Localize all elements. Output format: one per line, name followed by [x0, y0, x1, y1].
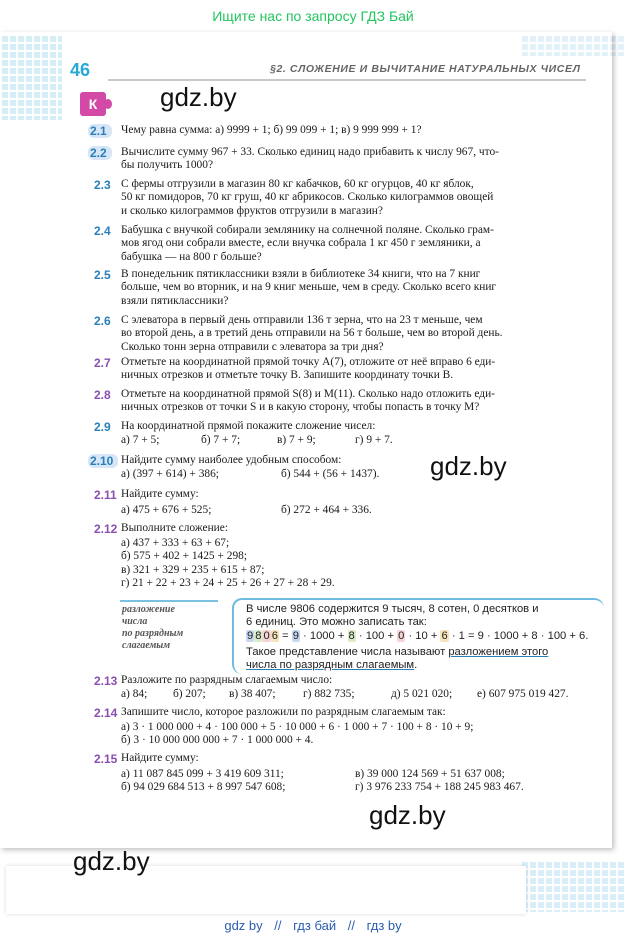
grid-decoration-bottom — [520, 860, 626, 912]
definition-formula — [246, 629, 596, 643]
task-text: Отметьте на координатной прямой S(8) и M(11). Сколько надо отложить еди- — [121, 388, 495, 400]
digit-units: 6 — [441, 630, 448, 642]
digit-hundreds: 8 — [255, 630, 262, 642]
task-number: 2.1 — [88, 124, 112, 138]
task-option: в) 38 407; — [229, 688, 276, 700]
task-option: б) 94 029 684 513 + 8 997 547 608; — [121, 781, 286, 794]
digit-tens: 0 — [263, 630, 270, 642]
definition-text — [246, 645, 596, 659]
task-text: На координатной прямой покажите сложение чисел: — [121, 420, 376, 432]
task-number: 2.10 — [88, 454, 118, 468]
task-number: 2.6 — [94, 314, 111, 328]
task-option: а) 84; — [121, 688, 148, 700]
task-text: Бабушка с внучкой собирали землянику на солнечной поляне. Сколько грам- — [121, 224, 494, 236]
header-divider — [108, 79, 586, 81]
formula-part: · 100 + — [355, 630, 398, 642]
task-option: д) 5 021 020; — [391, 688, 453, 700]
search-banner: Ищите нас по запросу ГДЗ Бай — [0, 0, 626, 32]
task-text: г) 21 + 22 + 23 + 24 + 25 + 26 + 27 + 28 + 29. — [121, 577, 335, 590]
task-option: а) 11 087 845 099 + 3 419 609 311; — [121, 768, 284, 780]
task-option: г) 9 + 7. — [355, 434, 393, 446]
task-text: Разложите по разрядным слагаемым число: — [121, 674, 333, 686]
definition-box — [232, 598, 604, 674]
task-option: г) 882 735; — [303, 688, 355, 700]
task-option: в) 39 000 124 569 + 51 637 008; — [355, 768, 505, 780]
task-option: е) 607 975 019 427. — [477, 688, 569, 700]
definition-label-line: разложение — [122, 604, 175, 615]
task-option: а) 475 + 676 + 525; — [121, 504, 212, 516]
task-number: 2.13 — [94, 674, 118, 688]
digit-hundreds: 8 — [348, 630, 355, 642]
task-text: 50 кг помидоров, 70 кг груш, 40 кг абрикосов. Сколько килограммов овощей — [121, 191, 494, 204]
task-text: В понедельник пятиклассники взяли в библиотеке 34 книги, что на 7 книг — [121, 268, 481, 280]
task-number: 2.9 — [94, 420, 111, 434]
definition-text-part: Такое представление числа называют — [246, 646, 449, 658]
definition-rule — [120, 600, 218, 602]
task-number: 2.7 — [94, 356, 111, 370]
watermark: gdz.by — [73, 846, 150, 876]
task-text: Вычислите сумму 967 + 33. Сколько единиц надо прибавить к числу 967, что- — [121, 146, 499, 158]
task-number: 2.14 — [94, 706, 118, 720]
watermark: gdz.by — [369, 800, 446, 830]
footer-link[interactable]: gdz by — [224, 918, 263, 933]
digit-thousands: 9 — [247, 630, 254, 642]
section-header: §2. СЛОЖЕНИЕ И ВЫЧИТАНИЕ НАТУРАЛЬНЫХ ЧИСЕЛ — [270, 63, 581, 75]
task-number: 2.3 — [94, 178, 111, 192]
task-number: 2.15 — [94, 752, 118, 766]
page-number: 46 — [70, 60, 91, 80]
definition-text: 6 единиц. Это можно записать так: — [246, 616, 427, 628]
watermark: gdz.by — [160, 82, 237, 112]
task-text: б) 3 · 10 000 000 000 + 7 · 1 000 000 + 4. — [121, 734, 314, 747]
task-text: С элеватора в первый день отправили 136 т зерна, что на 23 т меньше, чем — [121, 314, 483, 326]
task-text: а) 437 + 333 + 63 + 67; — [121, 537, 230, 549]
footer-link[interactable]: гдз бай — [293, 918, 337, 933]
task-text: а) 3 · 1 000 000 + 4 · 100 000 + 5 · 10 000 + 6 · 1 000 + 7 · 100 + 8 · 10 + 9; — [121, 721, 474, 733]
digit-thousands: 9 — [292, 630, 299, 642]
task-option: г) 3 976 233 754 + 188 245 983 467. — [355, 781, 524, 794]
puzzle-k-icon: К — [80, 92, 106, 116]
task-number: 2.11 — [94, 488, 117, 502]
task-number: 2.2 — [88, 146, 112, 160]
definition-label-line: числа — [122, 616, 148, 627]
task-text: и сколько килограммов фруктов отгрузили в магазин? — [121, 204, 383, 217]
footer-separator: // — [347, 918, 355, 933]
task-text: во второй день, а в третий день отправили на 56 т больше, чем во второй день. — [121, 327, 503, 340]
definition-text-part: . — [414, 659, 418, 671]
task-text: Чему равна сумма: а) 9999 + 1; б) 99 099 + 1; в) 9 999 999 + 1? — [121, 124, 422, 136]
definition-label-line: слагаемым — [122, 640, 171, 651]
task-text: бабушка — на 800 г больше? — [121, 250, 262, 263]
footer-link[interactable]: гдз by — [366, 918, 402, 933]
task-text: бы получить 1000? — [121, 159, 213, 172]
task-text: б) 575 + 402 + 1425 + 298; — [121, 550, 247, 563]
watermark: gdz.by — [430, 451, 507, 481]
task-number: 2.12 — [94, 522, 118, 536]
task-text: Найдите сумму: — [121, 752, 199, 764]
task-option: б) 544 + (56 + 1437). — [281, 468, 380, 480]
task-option: а) 7 + 5; — [121, 434, 160, 446]
task-number: 2.5 — [94, 268, 111, 282]
task-text: Найдите сумму: — [121, 488, 199, 500]
task-option: в) 7 + 9; — [277, 434, 316, 446]
task-option: б) 272 + 464 + 336. — [281, 504, 372, 516]
digit-units: 6 — [271, 630, 278, 642]
definition-text — [246, 658, 596, 672]
task-text: С фермы отгрузили в магазин 80 кг кабачков, 60 кг огурцов, 40 кг яблок, — [121, 178, 474, 190]
digit-tens: 0 — [398, 630, 405, 642]
task-text: ничных отрезков и отметьте точку B. Запишите координату точки B. — [121, 369, 454, 382]
formula-part: · 10 + — [405, 630, 441, 642]
task-text: Выполните сложение: — [121, 522, 228, 534]
task-text: Отметьте на координатной прямой точку A(7), отложите от неё вправо 6 еди- — [121, 356, 496, 368]
definition-term: числа по разрядным слагаемым — [246, 659, 415, 671]
task-text: Сколько тонн зерна отправили с элеватора за три дня? — [121, 340, 384, 353]
definition-text: В числе 9806 содержится 9 тысяч, 8 сотен, 0 десятков и — [246, 603, 539, 615]
task-text: Запишите число, которое разложили по разрядным слагаемым так: — [121, 706, 446, 718]
task-text: ничных отрезков от точки S и в какую сторону, чтобы попасть в точку M? — [121, 401, 480, 414]
task-text: Найдите сумму наиболее удобным способом: — [121, 454, 342, 466]
task-number: 2.8 — [94, 388, 111, 402]
definition-label — [122, 604, 218, 652]
definition-label-line: по разрядным — [122, 628, 184, 639]
task-text: взяли пятиклассники? — [121, 294, 229, 307]
task-number: 2.4 — [94, 224, 111, 238]
formula-part: · 1 = 9 · 1000 + 8 · 100 + 6. — [448, 630, 589, 642]
footer-links — [0, 918, 626, 933]
formula-part: = — [278, 630, 292, 642]
formula-part: · 1000 + — [299, 630, 348, 642]
task-option: б) 7 + 7; — [201, 434, 241, 446]
task-text: мов ягод они собрали вместе, если внучка собрала 1 кг 450 г земляники, а — [121, 237, 481, 250]
task-option: б) 207; — [173, 688, 206, 700]
task-text: в) 321 + 329 + 235 + 615 + 87; — [121, 563, 265, 576]
definition-term: разложением этого — [448, 646, 549, 658]
footer-separator: // — [274, 918, 282, 933]
task-text: больше, чем во вторник, и на 9 книг меньше, чем в среду. Сколько всего книг — [121, 281, 497, 294]
task-option: а) (397 + 614) + 386; — [121, 468, 219, 480]
